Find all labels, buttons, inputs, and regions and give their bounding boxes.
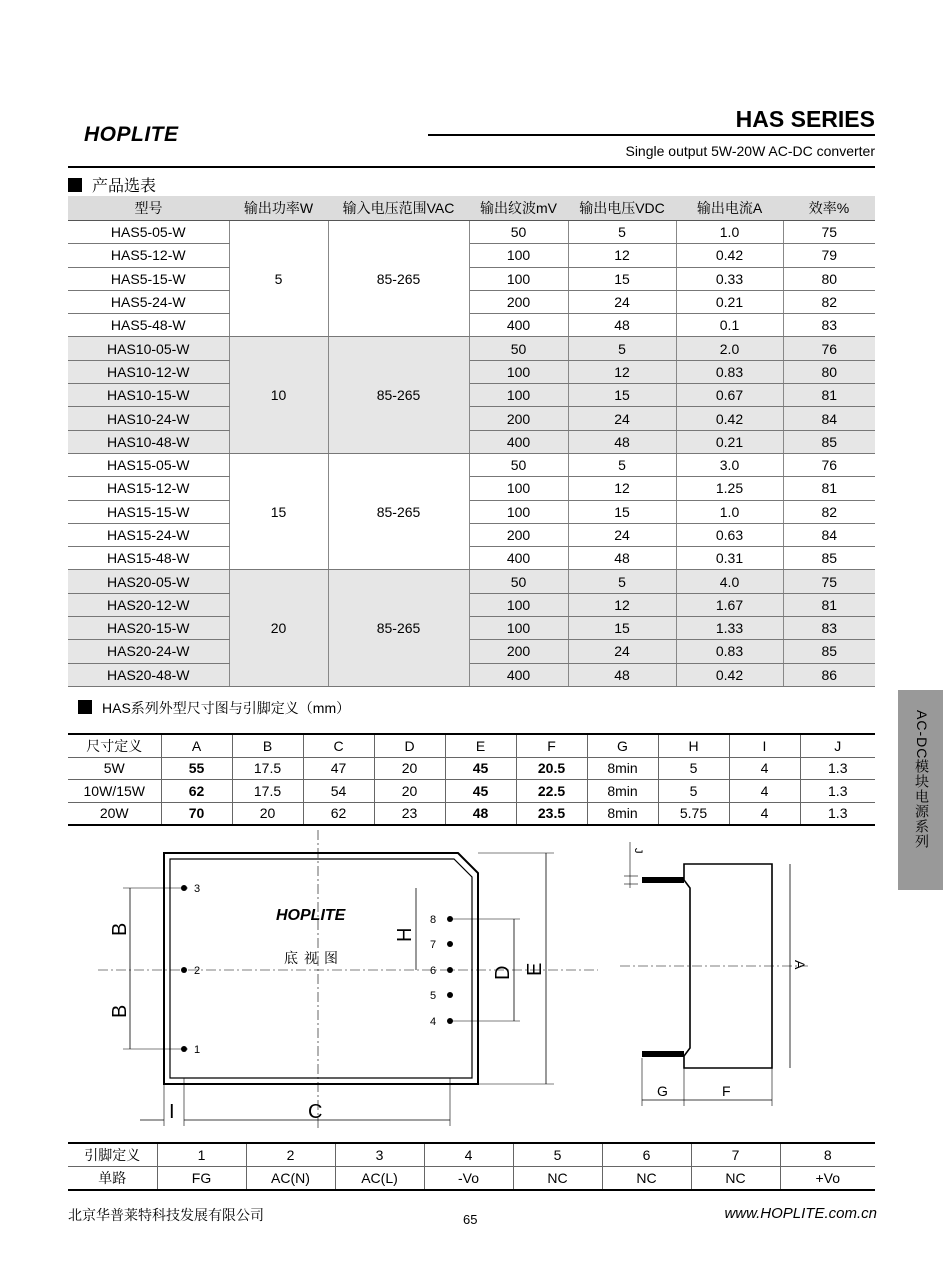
dimension-cell: 62: [303, 802, 374, 825]
pin-col-header: 3: [335, 1143, 424, 1167]
table-row: [68, 523, 875, 546]
vout-cell: 15: [568, 500, 676, 523]
dimension-col-header: B: [232, 734, 303, 757]
efficiency-cell: 76: [783, 453, 875, 476]
model-cell: HAS10-48-W: [68, 430, 229, 453]
efficiency-cell: 75: [783, 570, 875, 593]
iout-cell: 0.42: [676, 407, 783, 430]
dimension-cell: 55: [161, 757, 232, 780]
vout-cell: 15: [568, 617, 676, 640]
vin-cell: 85-265: [328, 453, 469, 569]
dimension-cell: 4: [729, 802, 800, 825]
pin-col-header: 引脚定义: [68, 1143, 157, 1167]
pin-label-5: 5: [430, 990, 437, 1002]
table-row: [68, 290, 875, 313]
pin-label-3: 3: [194, 883, 201, 895]
iout-cell: 1.33: [676, 617, 783, 640]
model-cell: HAS20-12-W: [68, 593, 229, 616]
ripple-cell: 100: [469, 617, 568, 640]
vout-cell: 48: [568, 430, 676, 453]
dim-label-b-lower: B: [109, 1004, 131, 1018]
dimension-col-header: A: [161, 734, 232, 757]
vout-cell: 12: [568, 360, 676, 383]
case-outline-inner: [170, 859, 472, 1078]
pin-8-marker: [447, 916, 453, 922]
header-divider: [68, 166, 875, 168]
iout-cell: 0.42: [676, 663, 783, 686]
dimension-col-header: 尺寸定义: [68, 734, 161, 757]
ripple-cell: 50: [469, 337, 568, 360]
pin-function-cell: NC: [602, 1167, 691, 1191]
power-cell: 5: [229, 221, 328, 337]
vout-cell: 48: [568, 314, 676, 337]
table-row: [68, 663, 875, 686]
model-cell: HAS20-05-W: [68, 570, 229, 593]
dimension-col-header: I: [729, 734, 800, 757]
model-cell: HAS5-12-W: [68, 244, 229, 267]
table-row: [68, 360, 875, 383]
model-cell: HAS5-15-W: [68, 267, 229, 290]
pin-col-header: 2: [246, 1143, 335, 1167]
header-rule: [428, 134, 875, 136]
ripple-cell: 100: [469, 500, 568, 523]
ripple-cell: 100: [469, 477, 568, 500]
dimension-cell: 23.5: [516, 802, 587, 825]
table-row: [68, 337, 875, 360]
dimension-cell: 45: [445, 757, 516, 780]
model-cell: HAS15-12-W: [68, 477, 229, 500]
dim-label-e: E: [524, 962, 546, 976]
efficiency-cell: 86: [783, 663, 875, 686]
iout-cell: 0.21: [676, 430, 783, 453]
dimension-cell: 20: [374, 757, 445, 780]
dimension-cell: 4: [729, 780, 800, 803]
pin-3-marker: [181, 885, 187, 891]
table-row: [68, 757, 875, 780]
power-cell: 20: [229, 570, 328, 686]
vout-cell: 15: [568, 384, 676, 407]
ripple-cell: 400: [469, 663, 568, 686]
outline-drawing: [68, 828, 838, 1128]
pin-function-cell: -Vo: [424, 1167, 513, 1191]
dimension-cell: 5: [658, 757, 729, 780]
dimension-col-header: H: [658, 734, 729, 757]
dimensions-table: [68, 733, 875, 826]
bullet-square-icon: [68, 178, 82, 192]
dimension-col-header: F: [516, 734, 587, 757]
model-cell: HAS15-05-W: [68, 453, 229, 476]
dimension-cell: 20: [374, 780, 445, 803]
pin-1-marker: [181, 1046, 187, 1052]
dimension-col-header: E: [445, 734, 516, 757]
pin-table-row: [68, 1167, 875, 1191]
ripple-cell: 100: [469, 384, 568, 407]
vin-cell: 85-265: [328, 570, 469, 686]
side-tab-label: AC-DC模块电源系列: [914, 710, 930, 850]
section-title-dimensions: [78, 698, 350, 718]
iout-cell: 0.33: [676, 267, 783, 290]
model-cell: HAS5-05-W: [68, 221, 229, 244]
vout-cell: 48: [568, 663, 676, 686]
pin-2-marker: [181, 967, 187, 973]
iout-cell: 2.0: [676, 337, 783, 360]
vout-cell: 5: [568, 221, 676, 244]
model-cell: HAS10-24-W: [68, 407, 229, 430]
selection-col-header: 输出电流A: [676, 196, 783, 221]
dimension-col-header: J: [800, 734, 875, 757]
efficiency-cell: 82: [783, 500, 875, 523]
footer-website: www.HOPLITE.com.cn: [724, 1205, 877, 1222]
ripple-cell: 50: [469, 453, 568, 476]
pin-function-cell: +Vo: [780, 1167, 875, 1191]
iout-cell: 1.0: [676, 500, 783, 523]
dim-label-h: H: [394, 927, 416, 942]
dimension-cell: 5: [658, 780, 729, 803]
efficiency-cell: 85: [783, 640, 875, 663]
ripple-cell: 400: [469, 430, 568, 453]
table-row: [68, 617, 875, 640]
section-title-selection: [68, 173, 156, 196]
pin-label-6: 6: [430, 965, 437, 977]
vout-cell: 24: [568, 407, 676, 430]
iout-cell: 0.67: [676, 384, 783, 407]
efficiency-cell: 83: [783, 617, 875, 640]
dimension-cell: 8min: [587, 757, 658, 780]
pin-function-cell: NC: [513, 1167, 602, 1191]
iout-cell: 4.0: [676, 570, 783, 593]
brand-logo: HOPLITE: [84, 123, 179, 146]
vout-cell: 5: [568, 570, 676, 593]
table-row: [68, 267, 875, 290]
pin-function-cell: AC(N): [246, 1167, 335, 1191]
dimension-cell: 22.5: [516, 780, 587, 803]
iout-cell: 3.0: [676, 453, 783, 476]
model-cell: HAS10-05-W: [68, 337, 229, 360]
efficiency-cell: 81: [783, 593, 875, 616]
iout-cell: 0.1: [676, 314, 783, 337]
ripple-cell: 400: [469, 314, 568, 337]
vin-cell: 85-265: [328, 337, 469, 453]
pin-col-header: 8: [780, 1143, 875, 1167]
dimension-cell: 1.3: [800, 802, 875, 825]
ripple-cell: 50: [469, 570, 568, 593]
dimension-cell: 47: [303, 757, 374, 780]
table-row: [68, 244, 875, 267]
dim-label-f: F: [722, 1083, 731, 1099]
pin-7-marker: [447, 941, 453, 947]
ripple-cell: 200: [469, 640, 568, 663]
efficiency-cell: 82: [783, 290, 875, 313]
ripple-cell: 100: [469, 267, 568, 290]
vout-cell: 12: [568, 593, 676, 616]
ripple-cell: 50: [469, 221, 568, 244]
dimension-cell: 23: [374, 802, 445, 825]
vout-cell: 48: [568, 547, 676, 570]
section-title-selection-text: 产品选表: [92, 178, 157, 195]
selection-col-header: 输出纹波mV: [469, 196, 568, 221]
selection-table: [68, 196, 875, 687]
dimension-cell: 8min: [587, 802, 658, 825]
efficiency-cell: 76: [783, 337, 875, 360]
model-cell: HAS10-15-W: [68, 384, 229, 407]
efficiency-cell: 84: [783, 523, 875, 546]
table-row: [68, 640, 875, 663]
pin-label-7: 7: [430, 939, 437, 951]
power-cell: 15: [229, 453, 328, 569]
pin-label-2: 2: [194, 965, 201, 977]
dimension-cell: 20W: [68, 802, 161, 825]
dimension-col-header: C: [303, 734, 374, 757]
pin-function-cell: NC: [691, 1167, 780, 1191]
dimension-cell: 1.3: [800, 757, 875, 780]
ripple-cell: 200: [469, 523, 568, 546]
vout-cell: 12: [568, 244, 676, 267]
vout-cell: 5: [568, 337, 676, 360]
pin-label-1: 1: [194, 1044, 201, 1056]
pin-col-header: 1: [157, 1143, 246, 1167]
model-cell: HAS20-15-W: [68, 617, 229, 640]
model-cell: HAS5-24-W: [68, 290, 229, 313]
pin-col-header: 6: [602, 1143, 691, 1167]
dimension-cell: 48: [445, 802, 516, 825]
model-cell: HAS20-24-W: [68, 640, 229, 663]
vout-cell: 24: [568, 290, 676, 313]
pins-left: [181, 885, 187, 1052]
table-row: [68, 221, 875, 244]
table-row: [68, 407, 875, 430]
footer-company: 北京华普莱特科技发展有限公司: [68, 1207, 264, 1223]
dimension-cell: 54: [303, 780, 374, 803]
efficiency-cell: 81: [783, 477, 875, 500]
table-row: [68, 384, 875, 407]
selection-col-header: 输入电压范围VAC: [328, 196, 469, 221]
ripple-cell: 100: [469, 593, 568, 616]
ripple-cell: 100: [469, 360, 568, 383]
iout-cell: 0.42: [676, 244, 783, 267]
dimension-cell: 45: [445, 780, 516, 803]
dim-label-a: A: [792, 960, 808, 970]
dim-label-c: C: [308, 1101, 323, 1123]
table-row: [68, 570, 875, 593]
efficiency-cell: 83: [783, 314, 875, 337]
series-subtitle: Single output 5W-20W AC-DC converter: [625, 143, 875, 159]
dimension-cell: 10W/15W: [68, 780, 161, 803]
vin-cell: 85-265: [328, 221, 469, 337]
table-row: [68, 453, 875, 476]
side-tab: [898, 690, 943, 890]
pin-label-4: 4: [430, 1016, 437, 1028]
dimensions-table-header: [68, 734, 875, 757]
table-row: [68, 314, 875, 337]
pin-function-cell: 单路: [68, 1167, 157, 1191]
dimension-cell: 62: [161, 780, 232, 803]
pin-col-header: 5: [513, 1143, 602, 1167]
side-view: [620, 842, 808, 1106]
dimension-cell: 8min: [587, 780, 658, 803]
drawing-logo: HOPLITE: [276, 907, 346, 924]
iout-cell: 1.67: [676, 593, 783, 616]
table-row: [68, 593, 875, 616]
efficiency-cell: 80: [783, 267, 875, 290]
vout-cell: 5: [568, 453, 676, 476]
iout-cell: 0.31: [676, 547, 783, 570]
iout-cell: 0.83: [676, 360, 783, 383]
model-cell: HAS15-24-W: [68, 523, 229, 546]
dimension-cell: 1.3: [800, 780, 875, 803]
series-title: HAS SERIES: [735, 106, 875, 132]
efficiency-cell: 84: [783, 407, 875, 430]
dimension-cell: 70: [161, 802, 232, 825]
table-row: [68, 780, 875, 803]
page-number: 65: [463, 1212, 478, 1227]
dimension-col-header: D: [374, 734, 445, 757]
vout-cell: 24: [568, 640, 676, 663]
selection-col-header: 输出电压VDC: [568, 196, 676, 221]
iout-cell: 0.21: [676, 290, 783, 313]
table-row: [68, 802, 875, 825]
dimension-col-header: G: [587, 734, 658, 757]
pin-6-marker: [447, 967, 453, 973]
dimension-cell: 17.5: [232, 757, 303, 780]
bottom-view: [98, 830, 598, 1128]
power-cell: 10: [229, 337, 328, 453]
pin-function-cell: FG: [157, 1167, 246, 1191]
efficiency-cell: 85: [783, 547, 875, 570]
model-cell: HAS5-48-W: [68, 314, 229, 337]
dimension-cell: 20: [232, 802, 303, 825]
efficiency-cell: 81: [783, 384, 875, 407]
table-row: [68, 430, 875, 453]
model-cell: HAS20-48-W: [68, 663, 229, 686]
dim-label-d: D: [492, 965, 514, 980]
vout-cell: 15: [568, 267, 676, 290]
dimension-cell: 5W: [68, 757, 161, 780]
vout-cell: 12: [568, 477, 676, 500]
dimension-cell: 4: [729, 757, 800, 780]
pin-definition-table: [68, 1142, 875, 1191]
pin-4-marker: [447, 1018, 453, 1024]
pin-table-header: [68, 1143, 875, 1167]
ripple-cell: 200: [469, 290, 568, 313]
efficiency-cell: 85: [783, 430, 875, 453]
selection-table-header: [68, 196, 875, 221]
dim-label-j: J: [632, 848, 644, 854]
iout-cell: 1.0: [676, 221, 783, 244]
iout-cell: 0.63: [676, 523, 783, 546]
iout-cell: 0.83: [676, 640, 783, 663]
efficiency-cell: 80: [783, 360, 875, 383]
pin-label-8: 8: [430, 914, 437, 926]
selection-col-header: 型号: [68, 196, 229, 221]
bottom-view-label: 底视图: [284, 950, 344, 966]
iout-cell: 1.25: [676, 477, 783, 500]
ripple-cell: 400: [469, 547, 568, 570]
dimension-cell: 20.5: [516, 757, 587, 780]
pins-right: [447, 916, 453, 1024]
model-cell: HAS10-12-W: [68, 360, 229, 383]
pin-col-header: 4: [424, 1143, 513, 1167]
ripple-cell: 100: [469, 244, 568, 267]
dim-label-b-upper: B: [109, 922, 131, 936]
efficiency-cell: 79: [783, 244, 875, 267]
selection-col-header: 效率%: [783, 196, 875, 221]
selection-col-header: 输出功率W: [229, 196, 328, 221]
bullet-square-icon: [78, 700, 92, 714]
model-cell: HAS15-15-W: [68, 500, 229, 523]
section-title-dimensions-text: HAS系列外型尺寸图与引脚定义（mm）: [102, 700, 351, 716]
dim-label-i: I: [169, 1101, 175, 1123]
ripple-cell: 200: [469, 407, 568, 430]
table-row: [68, 477, 875, 500]
dimension-cell: 5.75: [658, 802, 729, 825]
pin-col-header: 7: [691, 1143, 780, 1167]
model-cell: HAS15-48-W: [68, 547, 229, 570]
pin-function-cell: AC(L): [335, 1167, 424, 1191]
table-row: [68, 547, 875, 570]
pin-5-marker: [447, 992, 453, 998]
dimension-cell: 17.5: [232, 780, 303, 803]
dim-label-g: G: [657, 1083, 668, 1099]
table-row: [68, 500, 875, 523]
vout-cell: 24: [568, 523, 676, 546]
efficiency-cell: 75: [783, 221, 875, 244]
